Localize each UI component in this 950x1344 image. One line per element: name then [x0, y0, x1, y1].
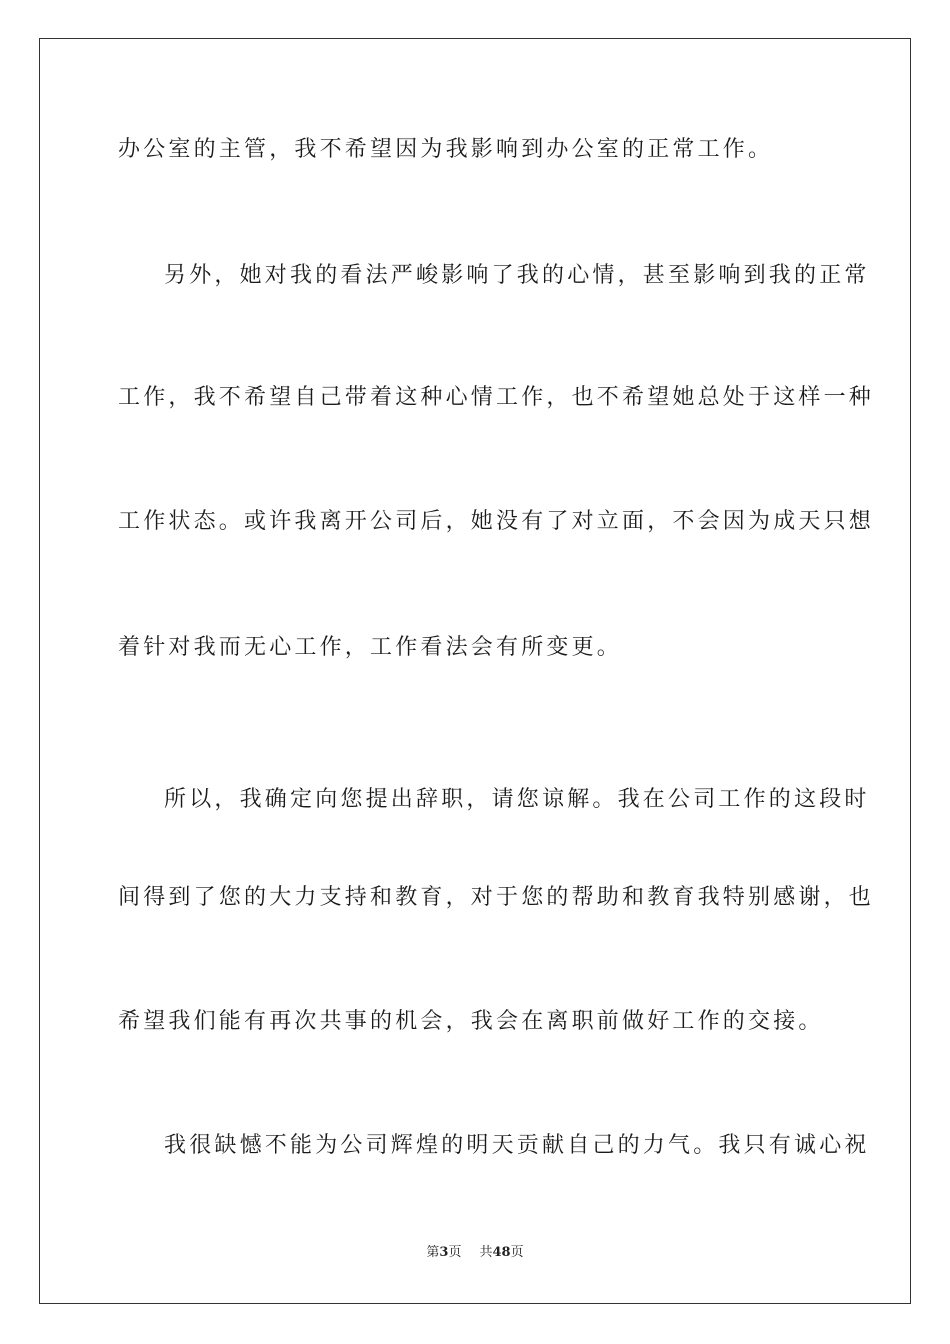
total-suffix: 页 — [510, 1245, 524, 1260]
body-text-line: 办公室的主管，我不希望因为我影响到办公室的正常工作。 — [118, 137, 774, 162]
total-pages: 48 — [492, 1245, 511, 1260]
page-prefix: 第 — [426, 1245, 440, 1260]
total-prefix: 共 — [479, 1245, 493, 1260]
page-suffix: 页 — [448, 1245, 462, 1260]
body-text-line: 所以，我确定向您提出辞职，请您谅解。我在公司工作的这段时 — [164, 787, 870, 812]
body-text-line: 工作状态。或许我离开公司后，她没有了对立面，不会因为成天只想 — [118, 509, 875, 534]
body-text-line: 着针对我而无心工作，工作看法会有所变更。 — [118, 635, 623, 660]
page-border — [39, 38, 911, 1304]
page-footer — [0, 1244, 950, 1262]
body-text-line: 工作，我不希望自己带着这种心情工作，也不希望她总处于这样一种 — [118, 385, 875, 410]
body-text-line: 希望我们能有再次共事的机会，我会在离职前做好工作的交接。 — [118, 1009, 824, 1034]
body-text-line: 间得到了您的大力支持和教育，对于您的帮助和教育我特别感谢，也 — [118, 885, 875, 910]
page-number: 3 — [439, 1245, 449, 1260]
body-text-line: 我很缺憾不能为公司辉煌的明天贡献自己的力气。我只有诚心祝 — [164, 1133, 870, 1158]
body-text-line: 另外，她对我的看法严峻影响了我的心情，甚至影响到我的正常 — [164, 263, 870, 288]
